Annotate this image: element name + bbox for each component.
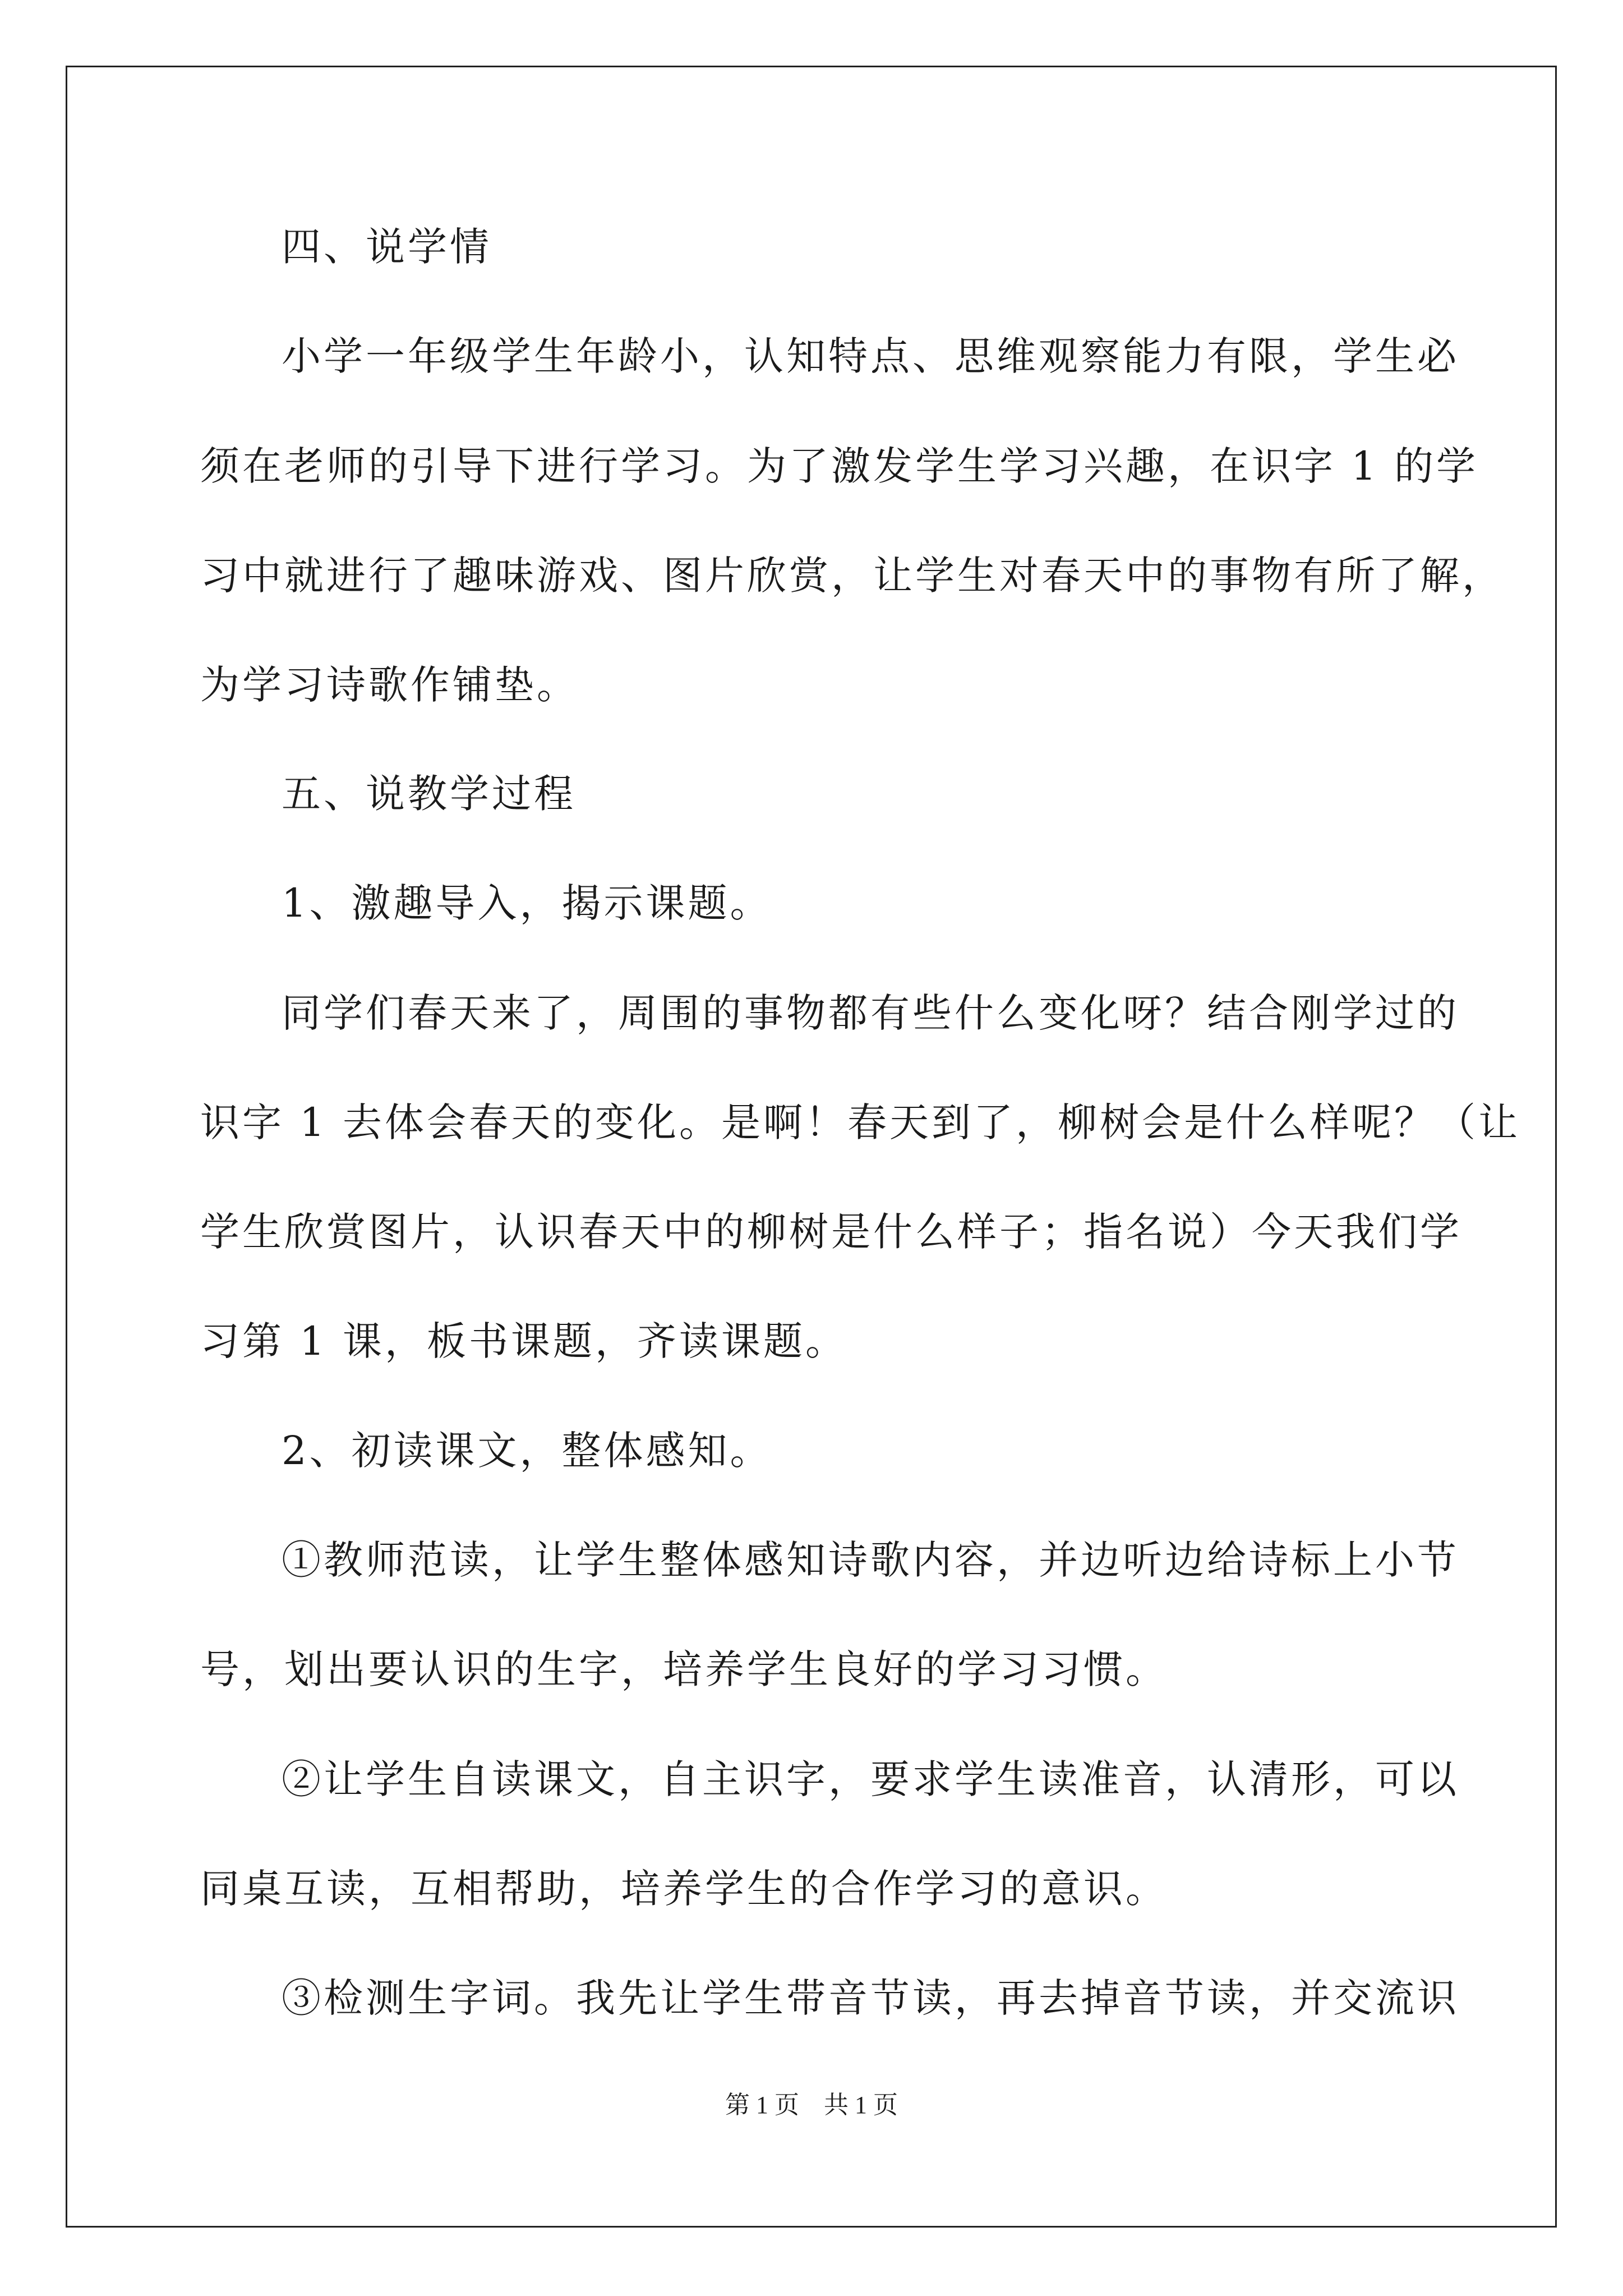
paragraph-line: 同学们春天来了，周围的事物都有些什么变化呀？结合刚学过的	[282, 990, 1459, 1036]
paragraph-line: 识字 1 去体会春天的变化。是啊！春天到了，柳树会是什么样呢？（让	[200, 1099, 1521, 1145]
section-heading: 四、说学情	[282, 224, 492, 270]
section-heading: 五、说教学过程	[282, 771, 576, 817]
paragraph-line: ①教师范读，让学生整体感知诗歌内容，并边听边给诗标上小节	[282, 1537, 1459, 1583]
paragraph-line: 同桌互读，互相帮助，培养学生的合作学习的意识。	[200, 1866, 1168, 1912]
paragraph-line: ②让学生自读课文，自主识字，要求学生读准音，认清形，可以	[282, 1756, 1459, 1802]
paragraph-line: 习中就进行了趣味游戏、图片欣赏，让学生对春天中的事物有所了解，	[200, 553, 1504, 599]
page-footer	[0, 2091, 1623, 2120]
paragraph-line: 小学一年级学生年龄小，认知特点、思维观察能力有限，学生必	[282, 333, 1459, 379]
paragraph-line: 学生欣赏图片，认识春天中的柳树是什么样子；指名说）今天我们学	[200, 1209, 1462, 1255]
paragraph-line: 习第 1 课，板书课题，齐读课题。	[200, 1318, 848, 1364]
paragraph-line: ③检测生字词。我先让学生带音节读，再去掉音节读，并交流识	[282, 1975, 1459, 2021]
paragraph-line: 须在老师的引导下进行学习。为了激发学生学习兴趣，在识字 1 的学	[200, 443, 1479, 489]
subheading: 1、激趣导入，揭示课题。	[282, 880, 772, 926]
paragraph-line: 号，划出要认识的生字，培养学生良好的学习习惯。	[200, 1646, 1168, 1692]
page-number: 第 1 页	[725, 2091, 799, 2119]
subheading: 2、初读课文，整体感知。	[282, 1428, 772, 1474]
paragraph-line: 为学习诗歌作铺垫。	[200, 662, 579, 708]
page-total: 共 1 页	[824, 2091, 898, 2119]
